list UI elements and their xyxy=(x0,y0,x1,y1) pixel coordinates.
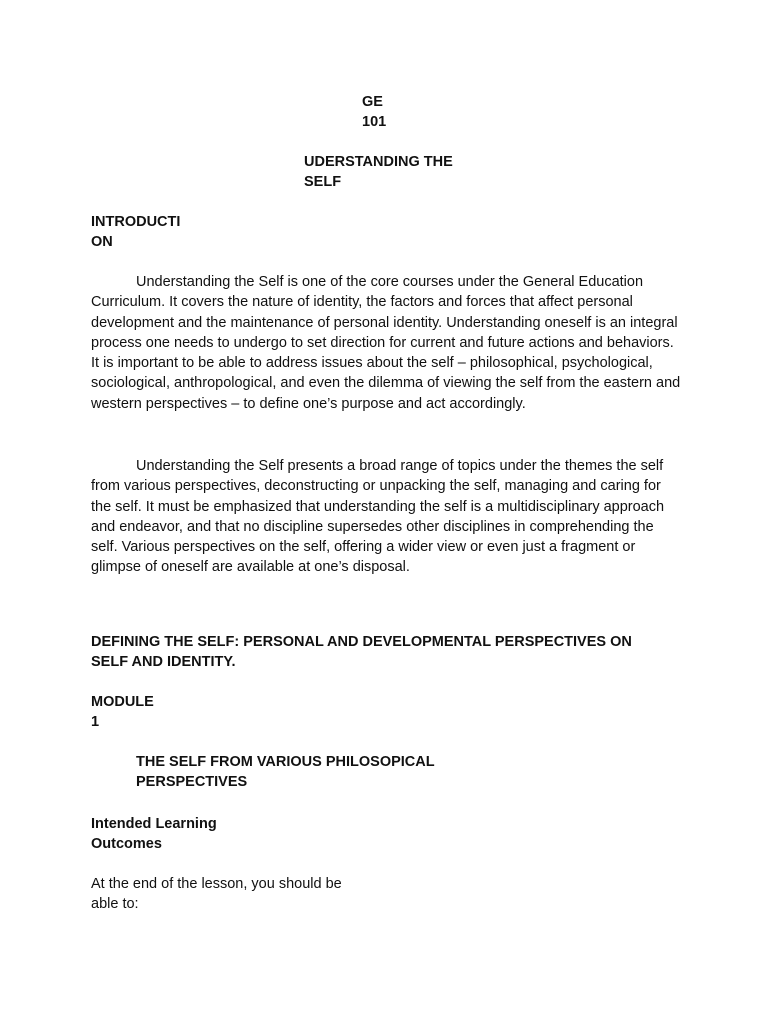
introduction-paragraph-2: Understanding the Self presents a broad range of topics under the themes the self from various perspectives, deconstructing or unpacking the self, managing and caring for the self. It must be emphasized that understanding the self is a multidisciplinary approach and endeavor, and that no discipline supersedes other disciplines in comprehending the self. Various perspectives on the self, offering a wider view or even just a fragment or glimpse of oneself are available at one’s disposal. xyxy=(91,458,665,576)
introduction-paragraph-1: Understanding the Self is one of the core courses under the General Education Curriculum. It covers the nature of identity, the factors and forces that affect personal development and the maintenance of personal identity. Understanding oneself is an integral process one needs to undergo to set direction for current and future actions and behaviors. It is important to be able to address issues about the self – philosophical, psychological, sociological, anthropological, and even the dilemma of viewing the self from the eastern and western perspectives – to define one’s purpose and act accordingly. xyxy=(91,274,681,412)
outcomes-heading: Intended Learning Outcomes xyxy=(91,816,217,852)
section-heading: DEFINING THE SELF: PERSONAL AND DEVELOPMENTAL PERSPECTIVES ON SELF AND IDENTITY. xyxy=(91,634,632,670)
introduction-heading: INTRODUCTI ON xyxy=(91,214,181,250)
course-code: GE 101 xyxy=(362,94,387,130)
outcomes-intro: At the end of the lesson, you should be able to: xyxy=(91,876,342,912)
module-title: THE SELF FROM VARIOUS PHILOSOPICAL PERSPECTIVES xyxy=(136,754,435,790)
module-label: MODULE 1 xyxy=(91,694,154,730)
course-title: UDERSTANDING THE SELF xyxy=(304,154,453,190)
